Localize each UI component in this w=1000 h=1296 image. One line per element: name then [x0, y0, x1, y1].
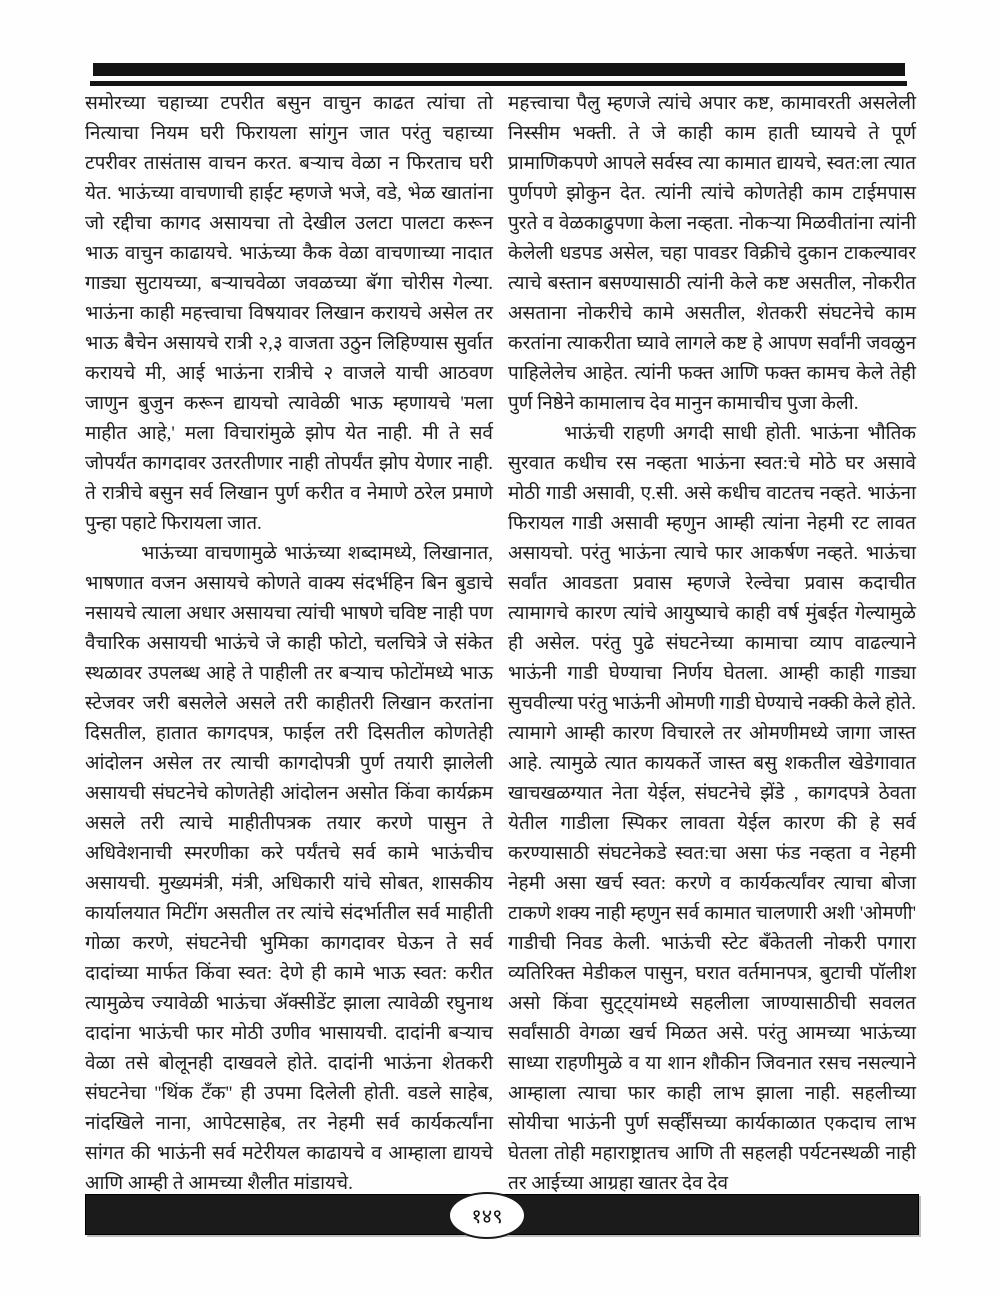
- left-column-paragraph-2: भाऊंच्या वाचणामुळे भाऊंच्या शब्दामध्ये, लिखानात, भाषणात वजन असायचे कोणते वाक्य संदर्भहिन बिन बुडाचे नसायचे त्याला अधार असायचा त्यांची भाषणे चविष्ट नाही पण वैचारिक असायची भाऊंचे जे काही फोटो, चलचित्रे जे संकेत स्थळावर उपलब्ध आहे ते पाहीली तर बऱ्याच फोटोंमध्ये भाऊ स्टेजवर जरी बसलेले असले तरी काहीतरी लिखान करतांना दिसतील, हातात कागदपत्र, फाईल तरी दिसतील कोणतेही आंदोलन असेल तर त्याची कागदोपत्री पुर्ण तयारी झालेली असायची संघटनेचे कोणतेही आंदोलन असोत किंवा कार्यक्रम असले तरी त्याचे माहीतीपत्रक तयार करणे पासुन ते अधिवेशनाची स्मरणीका करे पर्यंतचे सर्व कामे भाऊंचीच असायची. मुख्यमंत्री, मंत्री, अधिकारी यांचे सोबत, शासकीय कार्यालयात मिटींग असतील तर त्यांचे संदर्भातील सर्व माहीती गोळा करणे, संघटनेची भुमिका कागदावर घेऊन ते सर्व दादांच्या मार्फत किंवा स्वत: देणे ही कामे भाऊ स्वत: करीत त्यामुळेच ज्यावेळी भाऊंचा ॲक्सीडेंट झाला त्यावेळी रघुनाथ दादांना भाऊंची फार मोठी उणीव भासायची. दादांनी बऱ्याच वेळा तसे बोलूनही दाखवले होते. दादांनी भाऊंना शेतकरी संघटनेचा ''थिंक टँक'' ही उपमा दिलेली होती. वडले साहेब, नांदखिले नाना, आपेटसाहेब, तर नेहमी सर्व कार्यकर्त्यांना सांगत की भाऊंनी सर्व मटेरीयल काढायचे व आम्हाला द्यायचे आणि आम्ही ते आमच्या शैलीत मांडायचे.: [85, 543, 493, 1194]
- footer-bar: [85, 1194, 919, 1235]
- top-rule-thin: [90, 81, 907, 86]
- top-rule-thick: [93, 63, 905, 76]
- page-number: १४९: [471, 1206, 503, 1228]
- right-column-paragraph-2: भाऊंची राहणी अगदी साधी होती. भाऊंना भौतिक सुरवात कधीच रस नव्हता भाऊंना स्वत:चे मोठे घर असावे मोठी गाडी असावी, ए.सी. असे कधीच वाटतच नव्हते. भाऊंना फिरायल गाडी असावी म्हणुन आम्ही त्यांना नेहमी रट लावत असायचो. परंतु भाऊंना त्याचे फार आकर्षण नव्हते. भाऊंचा सर्वांत आवडता प्रवास म्हणजे रेल्वेचा प्रवास कदाचीत त्यामागचे कारण त्यांचे आयुष्याचे काही वर्ष मुंबईत गेल्यामुळे ही असेल. परंतु पुढे संघटनेच्या कामाचा व्याप वाढल्याने भाऊंनी गाडी घेण्याचा निर्णय घेतला. आम्ही काही गाड्या सुचवील्या परंतु भाऊंनी ओमणी गाडी घेण्याचे नक्की केले होते. त्यामागे आम्ही कारण विचारले तर ओमणीमध्ये जागा जास्त आहे. त्यामुळे त्यात कायकर्ते जास्त बसु शकतील खेडेगावात खाचखळग्यात नेता येईल, संघटनेचे झेंडे , कागदपत्रे ठेवता येतील गाडीला स्पिकर लावता येईल कारण की हे सर्व करण्यासाठी संघटनेकडे स्वत:चा असा फंड नव्हता व नेहमी नेहमी असा खर्च स्वत: करणे व कार्यकर्त्यांवर त्याचा बोजा टाकणे शक्य नाही म्हणुन सर्व कामात चालणारी अशी 'ओमणी' गाडीची निवड केली. भाऊंची स्टेट बँकेतली नोकरी पगारा व्यतिरिक्त मेडीकल पासुन, घरात वर्तमानपत्र, बुटाची पॉलीश असो किंवा सुट्ट्यांमध्ये सहलीला जाण्यासाठीची सवलत सर्वांसाठी वेगळा खर्च मिळत असे. परंतु आमच्या भाऊंच्या साध्या राहणीमुळे व या शान शौकीन जिवनात रसच नसल्याने आम्हाला त्याचा फार काही लाभ झाला नाही. सहलीच्या सोयीचा भाऊंनी पुर्ण सर्व्हींसच्या कार्यकाळात एकदाच लाभ घेतला तोही महाराष्ट्रातच आणि ती सहलही पर्यटनस्थळी नाही तर आईच्या आग्रहा खातर देव देव: [508, 423, 916, 1194]
- left-column-paragraph-1: समोरच्या चहाच्या टपरीत बसुन वाचुन काढत त्यांचा तो नित्याचा नियम घरी फिरायला सांगुन जात परंतु चहाच्या टपरीवर तासंतास वाचन करत. बऱ्याच वेळा न फिरताच घरी येत. भाऊंच्या वाचणाची हाईट म्हणजे भजे, वडे, भेळ खातांना जो रद्दीचा कागद असायचा तो देखील उलटा पालटा करून भाऊ वाचुन काढायचे. भाऊंच्या कैक वेळा वाचणाच्या नादात गाड्या सुटायच्या, बऱ्याचवेळा जवळच्या बॅगा चोरीस गेल्या. भाऊंना काही महत्त्वाचा विषयावर लिखान करायचे असेल तर भाऊ बैचेन असायचे रात्री २,३ वाजता उठुन लिहिण्यास सुर्वात करायचे मी, आई भाऊंना रात्रीचे २ वाजले याची आठवण जाणुन बुजुन करून द्यायचो त्यावेळी भाऊ म्हणायचे 'मला माहीत आहे,' मला विचारांमुळे झोप येत नाही. मी ते सर्व जोपर्यंत कागदावर उतरतीणार नाही तोपर्यंत झोप येणार नाही. ते रात्रीचे बसुन सर्व लिखान पुर्ण करीत व नेमाणे ठरेल प्रमाणे पुन्हा पहाटे फिरायला जात.: [85, 93, 493, 534]
- right-column-paragraph-1: महत्त्वाचा पैलु म्हणजे त्यांचे अपार कष्ट, कामावरती असलेली निस्सीम भक्ती. ते जे काही काम हाती घ्यायचे ते पूर्ण प्रामाणिकपणे आपले सर्वस्व त्या कामात द्यायचे, स्वत:ला त्यात पुर्णपणे झोकुन देत. त्यांनी त्यांचे कोणतेही काम टाईमपास पुरते व वेळकाढुपणा केला नव्हता. नोकऱ्या मिळवीतांना त्यांनी केलेली धडपड असेल, चहा पावडर विक्रीचे दुकान टाकल्यावर त्याचे बस्तान बसण्यासाठी त्यांनी केले कष्ट असतील, नोकरीत असताना नोकरीचे कामे असतील, शेतकरी संघटनेचे काम करतांना त्याकरीता घ्यावे लागले कष्ट हे आपण सर्वांनी जवळुन पाहिलेलेच आहेत. त्यांनी फक्त आणि फक्त कामच केले तेही पुर्ण निष्ठेने कामालाच देव मानुन कामाचीच पुजा केली.: [508, 93, 916, 414]
- right-column: [508, 89, 916, 1229]
- left-column: [85, 89, 493, 1229]
- page-number-badge: [448, 1192, 526, 1239]
